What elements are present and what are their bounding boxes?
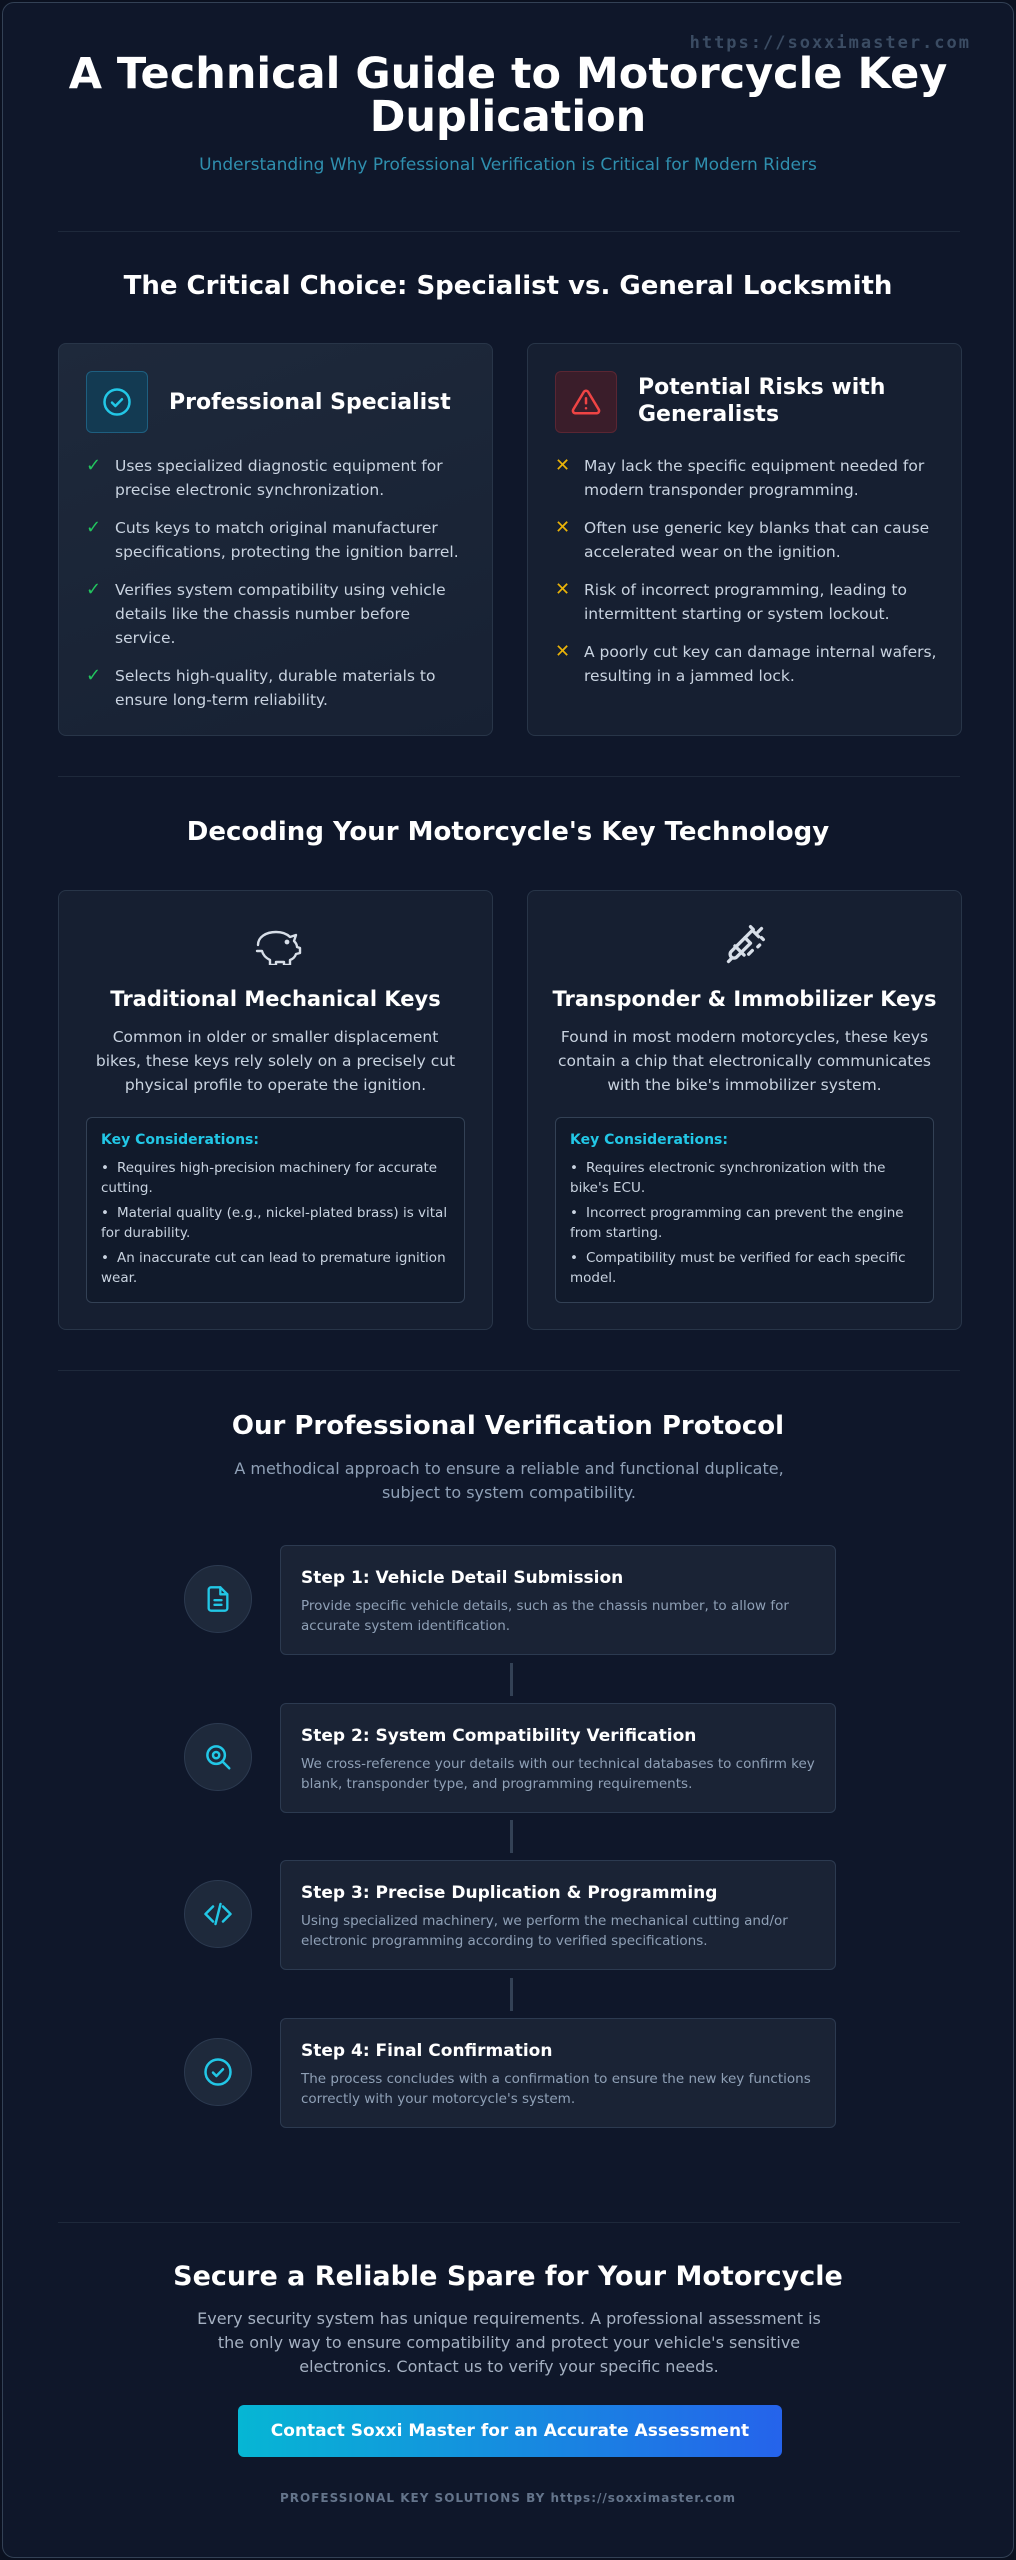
contact-assessment-button[interactable]: Contact Soxxi Master for an Accurate Assessment: [238, 2405, 782, 2457]
step-3-card: [280, 1860, 836, 1970]
check-circle-icon: [102, 387, 132, 417]
cross-icon: ✕: [555, 455, 571, 476]
divider: [58, 231, 960, 232]
footer-text: PROFESSIONAL KEY SOLUTIONS BY https://soxximaster.com: [280, 2491, 736, 2505]
list-item: [555, 578, 937, 626]
generalist-heading-line2: Generalists: [638, 402, 780, 427]
list-item-text: Material quality (e.g., nickel-plated brass) is vital for durability.: [101, 1205, 448, 1241]
check-icon: ✓: [86, 665, 102, 686]
list-item: [86, 578, 468, 650]
warning-triangle-icon: [571, 387, 601, 417]
list-item-text: A poorly cut key can damage internal wafers, resulting in a jammed lock.: [584, 643, 937, 685]
transponder-description: Found in most modern motorcycles, these keys contain a chip that electronically communicates with the bike's immobilizer system.: [558, 1028, 931, 1094]
list-item-text: Uses specialized diagnostic equipment for precise electronic synchronization.: [115, 457, 443, 499]
list-item: • Material quality (e.g., nickel-plated brass) is vital for durability.: [101, 1205, 448, 1241]
step-2-card: [280, 1703, 836, 1813]
specialist-list: [86, 454, 468, 726]
list-item-text: Requires high-precision machinery for accurate cutting.: [101, 1160, 438, 1196]
list-item: [555, 516, 937, 564]
list-item-text: May lack the specific equipment needed for modern transponder programming.: [584, 457, 925, 499]
check-circle-icon: [203, 2057, 233, 2087]
step-2-icon-circle: [184, 1723, 252, 1791]
list-item: [555, 454, 937, 502]
list-item-text: Risk of incorrect programming, leading to intermittent starting or system lockout.: [584, 581, 907, 623]
transponder-heading: Transponder & Immobilizer Keys: [552, 987, 937, 1011]
step-connector: [510, 1663, 513, 1696]
specialist-icon-box: [86, 371, 148, 433]
page-subtitle: Understanding Why Professional Verification is Critical for Modern Riders: [199, 155, 817, 175]
generalist-heading: [638, 374, 885, 428]
choice-section-title: The Critical Choice: Specialist vs. General Locksmith: [123, 271, 893, 301]
considerations-list: [101, 1158, 450, 1288]
list-item-text: An inaccurate cut can lead to premature ignition wear.: [101, 1250, 446, 1286]
list-item-text: Incorrect programming can prevent the engine from starting.: [570, 1205, 904, 1241]
check-icon: ✓: [86, 579, 102, 600]
page-title: [3, 49, 1013, 142]
site-url[interactable]: https://soxximaster.com: [689, 33, 971, 53]
step-4-card: [280, 2018, 836, 2128]
list-item-text: Often use generic key blanks that can cause accelerated wear on the ignition.: [584, 519, 930, 561]
step-1-icon-circle: [184, 1565, 252, 1633]
step-title: Step 2: System Compatibility Verification: [301, 1726, 697, 1746]
mechanical-considerations-box: [86, 1117, 465, 1303]
cross-icon: ✕: [555, 579, 571, 600]
infographic-page: [2, 2, 1014, 2558]
plug-connect-icon: [723, 923, 767, 967]
list-item: • An inaccurate cut can lead to premature ignition wear.: [101, 1250, 446, 1286]
technology-section-title: Decoding Your Motorcycle's Key Technology: [186, 817, 830, 847]
generalist-icon-box: [555, 371, 617, 433]
divider: [58, 776, 960, 777]
list-item-text: Compatibility must be verified for each specific model.: [570, 1250, 906, 1286]
list-item: [555, 640, 937, 688]
mechanical-icon-wrap: [59, 925, 492, 969]
considerations-title: Key Considerations:: [570, 1132, 728, 1148]
generalist-list: [555, 454, 937, 702]
list-item-text: Verifies system compatibility using vehicle details like the chassis number before service.: [115, 581, 446, 647]
document-icon: [204, 1585, 232, 1613]
transponder-considerations-box: [555, 1117, 934, 1303]
considerations-title: Key Considerations:: [101, 1132, 259, 1148]
list-item-text: Cuts keys to match original manufacturer specifications, protecting the ignition barrel.: [115, 519, 459, 561]
step-connector: [510, 1978, 513, 2011]
cross-icon: ✕: [555, 641, 571, 662]
list-item: • Requires electronic synchronization with the bike's ECU.: [570, 1160, 886, 1196]
step-description: The process concludes with a confirmation to ensure the new key functions correctly with your motorcycle's system.: [301, 2071, 811, 2107]
specialist-card: [58, 343, 493, 736]
cta-title: Secure a Reliable Spare for Your Motorcycle: [173, 2261, 843, 2292]
list-item: [86, 454, 468, 502]
list-item: [86, 516, 468, 564]
step-4-icon-circle: [184, 2038, 252, 2106]
step-description: Provide specific vehicle details, such as the chassis number, to allow for accurate system identification.: [301, 1598, 789, 1634]
cross-icon: ✕: [555, 517, 571, 538]
cta-text: Every security system has unique requirements. A professional assessment is the only way to ensure compatibility and protect your vehicle's sensitive electronics. Contact us to verify your specific needs.: [197, 2309, 821, 2376]
divider: [58, 1370, 960, 1371]
considerations-list: [570, 1158, 919, 1288]
list-item: [86, 664, 468, 712]
generalist-card: [527, 343, 962, 736]
page-title-line2: Duplication: [369, 92, 647, 142]
check-icon: ✓: [86, 517, 102, 538]
list-item: • Compatibility must be verified for each specific model.: [570, 1250, 906, 1286]
search-check-icon: [203, 1742, 233, 1772]
protocol-section-title: Our Professional Verification Protocol: [231, 1411, 785, 1441]
list-item: • Requires high-precision machinery for accurate cutting.: [101, 1160, 438, 1196]
divider: [58, 2222, 960, 2223]
step-1-card: [280, 1545, 836, 1655]
check-icon: ✓: [86, 455, 102, 476]
step-description: Using specialized machinery, we perform the mechanical cutting and/or electronic programming according to verified specifications.: [301, 1913, 788, 1949]
step-title: Step 4: Final Confirmation: [301, 2041, 553, 2061]
mechanical-description: Common in older or smaller displacement bikes, these keys rely solely on a precisely cut physical profile to operate the ignition.: [95, 1028, 456, 1094]
step-title: Step 1: Vehicle Detail Submission: [301, 1568, 624, 1588]
protocol-subtitle: A methodical approach to ensure a reliable and functional duplicate, subject to system compatibility.: [234, 1459, 784, 1502]
page-title-line1: A Technical Guide to Motorcycle Key: [68, 49, 948, 99]
piggy-bank-icon: [250, 925, 302, 965]
step-description: We cross-reference your details with our technical databases to confirm key blank, transponder type, and programming requirements.: [301, 1756, 815, 1792]
list-item-text: Selects high-quality, durable materials to ensure long-term reliability.: [115, 667, 436, 709]
specialist-heading: Professional Specialist: [169, 390, 451, 415]
mechanical-heading: Traditional Mechanical Keys: [110, 987, 441, 1011]
transponder-keys-card: [527, 890, 962, 1330]
list-item-text: Requires electronic synchronization with the bike's ECU.: [570, 1160, 886, 1196]
generalist-heading-line1: Potential Risks with: [638, 375, 886, 400]
code-icon: [203, 1899, 233, 1929]
transponder-icon-wrap: [528, 923, 961, 971]
list-item: • Incorrect programming can prevent the engine from starting.: [570, 1205, 904, 1241]
mechanical-keys-card: [58, 890, 493, 1330]
step-title: Step 3: Precise Duplication & Programming: [301, 1883, 718, 1903]
step-connector: [510, 1820, 513, 1853]
step-3-icon-circle: [184, 1880, 252, 1948]
